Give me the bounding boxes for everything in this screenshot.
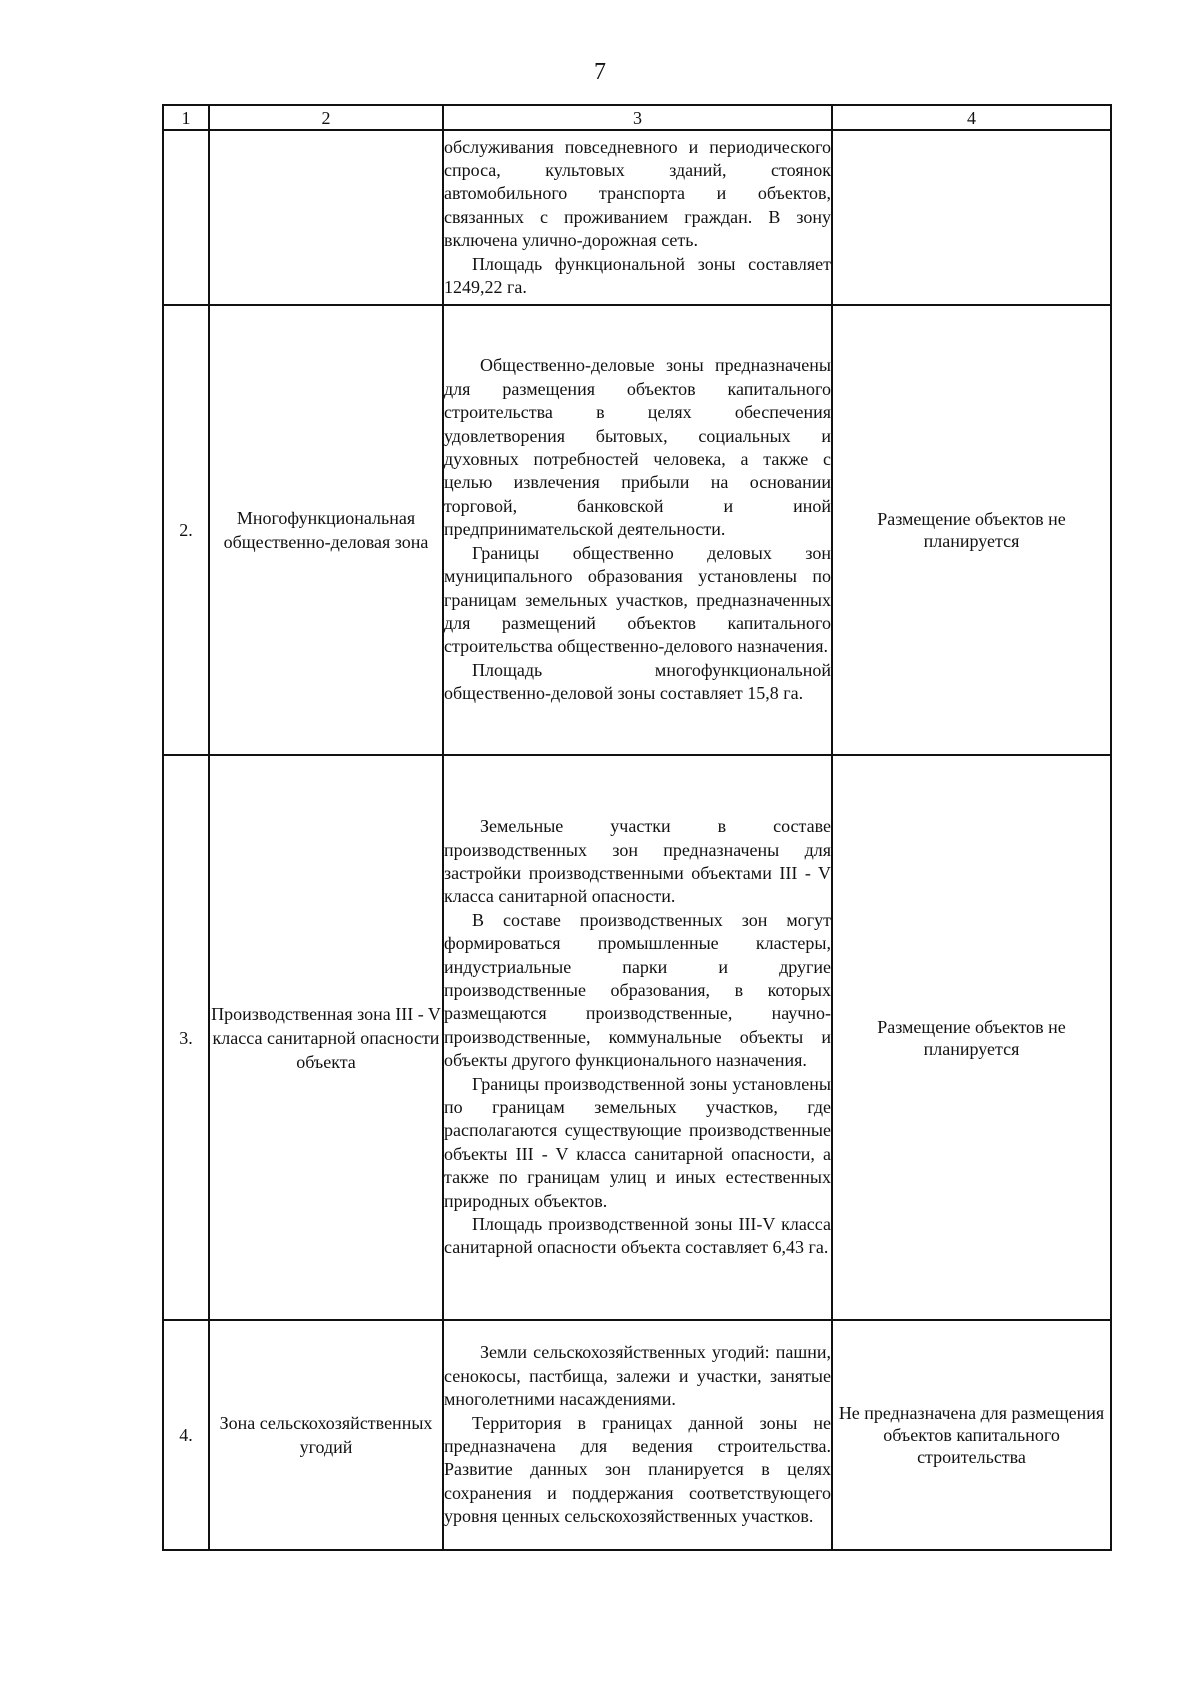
table-row	[163, 755, 1111, 1320]
header-cell: 1	[163, 105, 209, 130]
zone-name	[209, 130, 443, 305]
zone-description	[443, 755, 832, 1320]
description-paragraph: Площадь производственной зоны III-V класса санитарной опасности объекта составляет 6,43 га.	[444, 1214, 831, 1258]
zone-note: Размещение объектов не планируется	[832, 755, 1111, 1320]
header-cell: 4	[832, 105, 1111, 130]
row-number: 4.	[163, 1320, 209, 1550]
description-paragraph: Земли сельскохозяйственных угодий: пашни, сенокосы, пастбища, залежи и участки, занятые многолетними насаждениями.	[444, 1342, 831, 1410]
zone-note	[832, 130, 1111, 305]
row-number: 3.	[163, 755, 209, 1320]
description-paragraph: Территория в границах данной зоны не предназначена для ведения строительства. Развитие данных зон планируется в целях сохранения и поддержания соответствующего уровня ценных сельскохозяйственных участков.	[444, 1412, 831, 1527]
zones-table	[162, 104, 1112, 1551]
header-cell: 3	[443, 105, 832, 130]
zone-description	[443, 1320, 832, 1550]
zone-name: Многофункциональная общественно-деловая зона	[209, 305, 443, 755]
row-number	[163, 130, 209, 305]
description-paragraph: Границы производственной зоны установлены по границам земельных участков, где располагаются существующие производственные объекты III - V класса санитарной опасности, а также по границам улиц и иных естественных природных объектов.	[444, 1073, 831, 1211]
zone-description	[443, 305, 832, 755]
description-paragraph: обслуживания повседневного и периодического спроса, культовых зданий, стоянок автомобильного транспорта и объектов, связанных с проживанием граждан. В зону включена улично-дорожная сеть.	[444, 136, 831, 251]
zone-note: Размещение объектов не планируется	[832, 305, 1111, 755]
description-paragraph: Площадь многофункциональной общественно-деловой зоны составляет 15,8 га.	[444, 659, 831, 704]
header-cell: 2	[209, 105, 443, 130]
description-paragraph: Общественно-деловые зоны предназначены для размещения объектов капитального строительства в целях обеспечения удовлетворения бытовых, социальных и духовных потребностей человека, а также с целью извлечения прибыли на основании торговой, банковской и иной предпринимательской деятельности.	[444, 355, 831, 540]
page-number: 7	[594, 59, 606, 85]
zone-description	[443, 130, 832, 305]
description-paragraph: Площадь функциональной зоны составляет 1249,22 га.	[444, 253, 831, 298]
table-row	[163, 130, 1111, 305]
zone-name: Производственная зона III - V класса санитарной опасности объекта	[209, 755, 443, 1320]
zone-name: Зона сельскохозяйственных угодий	[209, 1320, 443, 1550]
row-number: 2.	[163, 305, 209, 755]
description-paragraph: В составе производственных зон могут формироваться промышленные кластеры, индустриальные парки и другие производственные образования, в которых размещаются производственные, научно-производственные, коммунальные объекты и объекты другого функционального назначения.	[444, 909, 831, 1071]
zone-note: Не предназначена для размещения объектов капитального строительства	[832, 1320, 1111, 1550]
table-row	[163, 305, 1111, 755]
table-row	[163, 1320, 1111, 1550]
description-paragraph: Земельные участки в составе производственных зон предназначены для застройки производственными объектами III - V класса санитарной опасности.	[444, 816, 831, 907]
description-paragraph: Границы общественно деловых зон муниципального образования установлены по границам земельных участков, предназначенных для размещений объектов капитального строительства общественно-делового назначения.	[444, 542, 831, 657]
table-header-row	[163, 105, 1111, 130]
